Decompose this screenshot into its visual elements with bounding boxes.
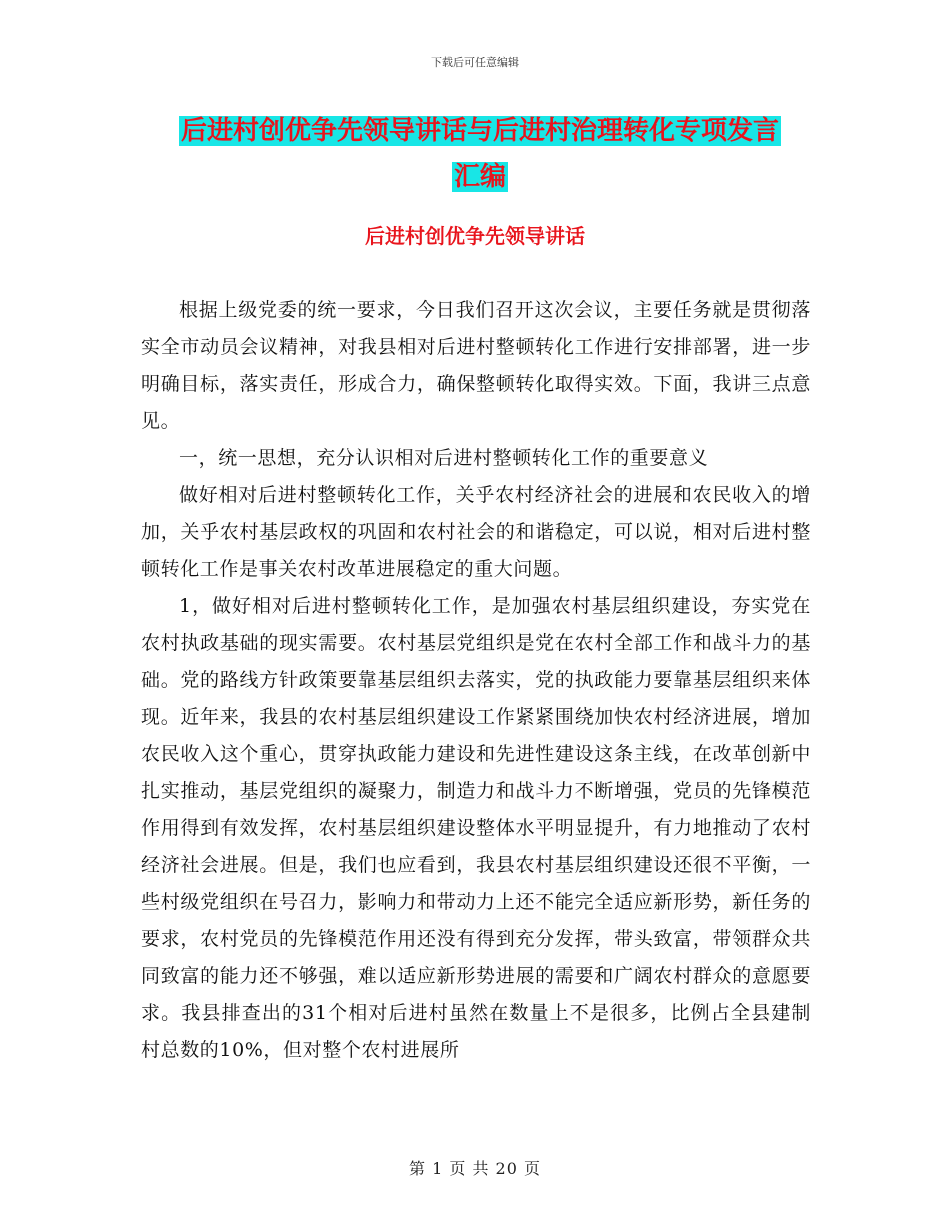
title-line-1: 后进村创优争先领导讲话与后进村治理转化专项发言 bbox=[180, 116, 779, 146]
section-title: 后进村创优争先领导讲话 bbox=[365, 224, 585, 248]
document-title bbox=[150, 108, 810, 200]
paragraph: 根据上级党委的统一要求，今日我们召开这次会议，主要任务就是贯彻落实全市动员会议精神，对我县相对后进村整顿转化工作进行安排部署，进一步明确目标，落实责任，形成合力，确保整顿转化取得实效。下面，我讲三点意见。 bbox=[141, 299, 811, 432]
header-note: 下载后可任意编辑 bbox=[431, 56, 519, 69]
paragraph: 1，做好相对后进村整顿转化工作，是加强农村基层组织建设，夯实党在农村执政基础的现实需要。农村基层党组织是党在农村全部工作和战斗力的基础。党的路线方针政策要靠基层组织去落实，党的执政能力要靠基层组织来体现。近年来，我县的农村基层组织建设工作紧紧围绕加快农村经济进展，增加农民收入这个重心，贯穿执政能力建设和先进性建设这条主线，在改革创新中扎实推动，基层党组织的凝聚力，制造力和战斗力不断增强，党员的先锋模范作用得到有效发挥，农村基层组织建设整体水平明显提升，有力地推动了农村经济社会进展。但是，我们也应看到，我县农村基层组织建设还很不平衡，一些村级党组织在号召力，影响力和带动力上还不能完全适应新形势，新任务的要求，农村党员的先锋模范作用还没有得到充分发挥，带头致富，带领群众共同致富的能力还不够强，难以适应新形势进展的需要和广阔农村群众的意愿要求。我县排查出的31个相对后进村虽然在数量上不是很多，比例占全县建制村总数的10%，但对整个农村进展所 bbox=[141, 595, 811, 1061]
page-number: 第 1 页 共 20 页 bbox=[409, 1159, 541, 1178]
paragraph-heading: 一，统一思想，充分认识相对后进村整顿转化工作的重要意义 bbox=[179, 447, 709, 469]
document-body bbox=[141, 292, 811, 1069]
title-line-2: 汇编 bbox=[453, 162, 506, 192]
paragraph: 做好相对后进村整顿转化工作，关乎农村经济社会的进展和农民收入的增加，关乎农村基层政权的巩固和农村社会的和谐稳定，可以说，相对后进村整顿转化工作是事关农村改革进展稳定的重大问题。 bbox=[141, 484, 811, 580]
